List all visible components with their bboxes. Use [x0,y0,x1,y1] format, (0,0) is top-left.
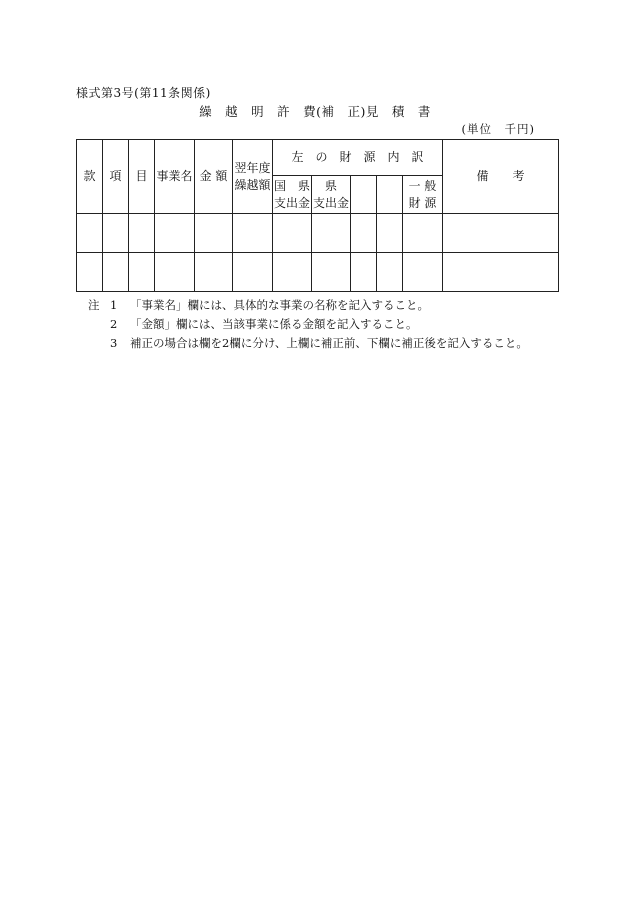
header-zaigen: 左 の 財 源 内 訳 [273,140,443,176]
cell-input[interactable] [129,253,155,292]
header-ken [312,176,351,214]
cell-input[interactable] [273,253,312,292]
header-kan: 款 [77,140,103,214]
header-ippan [403,176,443,214]
cell-input[interactable] [77,253,103,292]
header-ippan-line1: 一 般 [408,179,437,194]
cell-input[interactable] [77,214,103,253]
note-number: 3 [110,336,118,350]
cell-input[interactable] [233,214,273,253]
header-blank-1 [351,176,377,214]
note-text: 「事業名」欄には、具体的な事業の名称を記入すること。 [130,298,429,312]
cell-input[interactable] [233,253,273,292]
header-yokunen-line1: 翌年度 [234,161,271,176]
cell-input[interactable] [273,214,312,253]
cell-input[interactable] [351,214,377,253]
cell-input[interactable] [103,253,129,292]
cell-input[interactable] [403,214,443,253]
cell-input[interactable] [443,253,559,292]
header-ippan-line2: 財 源 [408,195,437,210]
document-title: 繰 越 明 許 費(補 正)見 積 書 [199,104,431,119]
header-jigyomei: 事業名 [155,140,195,214]
note-item [88,334,528,353]
header-yokunen-line2: 繰越額 [234,177,271,192]
notes [88,296,528,353]
note-item [88,315,528,334]
note-number: 2 [110,317,118,331]
header-kingaku: 金 額 [195,140,233,214]
cell-input[interactable] [377,253,403,292]
cell-input[interactable] [195,214,233,253]
estimate-table [76,139,559,292]
note-item [88,296,528,315]
cell-input[interactable] [195,253,233,292]
unit-label: (単位 千円) [461,122,535,136]
header-biko: 備 考 [443,140,559,214]
note-number: 1 [110,298,118,312]
cell-input[interactable] [312,214,351,253]
note-text: 補正の場合は欄を2欄に分け、上欄に補正前、下欄に補正後を記入すること。 [130,336,528,350]
cell-input[interactable] [377,214,403,253]
header-ken-line2: 支出金 [312,195,349,210]
note-lead: 注 [88,298,100,312]
header-kuni-line2: 支出金 [273,195,310,210]
cell-input[interactable] [403,253,443,292]
header-kou: 項 [103,140,129,214]
header-ken-line1: 県 [324,179,337,194]
cell-input[interactable] [155,214,195,253]
header-row-top [77,140,559,176]
form-number: 様式第3号(第11条関係) [76,86,211,100]
header-moku: 目 [129,140,155,214]
note-text: 「金額」欄には、当該事業に係る金額を記入すること。 [130,317,418,331]
cell-input[interactable] [312,253,351,292]
cell-input[interactable] [129,214,155,253]
cell-input[interactable] [155,253,195,292]
cell-input[interactable] [103,214,129,253]
cell-input[interactable] [351,253,377,292]
table-row [77,253,559,292]
header-kuni-line1: 国 県 [273,179,310,194]
header-kuni [273,176,312,214]
header-blank-2 [377,176,403,214]
table-row [77,214,559,253]
header-yokunen [233,140,273,214]
cell-input[interactable] [443,214,559,253]
